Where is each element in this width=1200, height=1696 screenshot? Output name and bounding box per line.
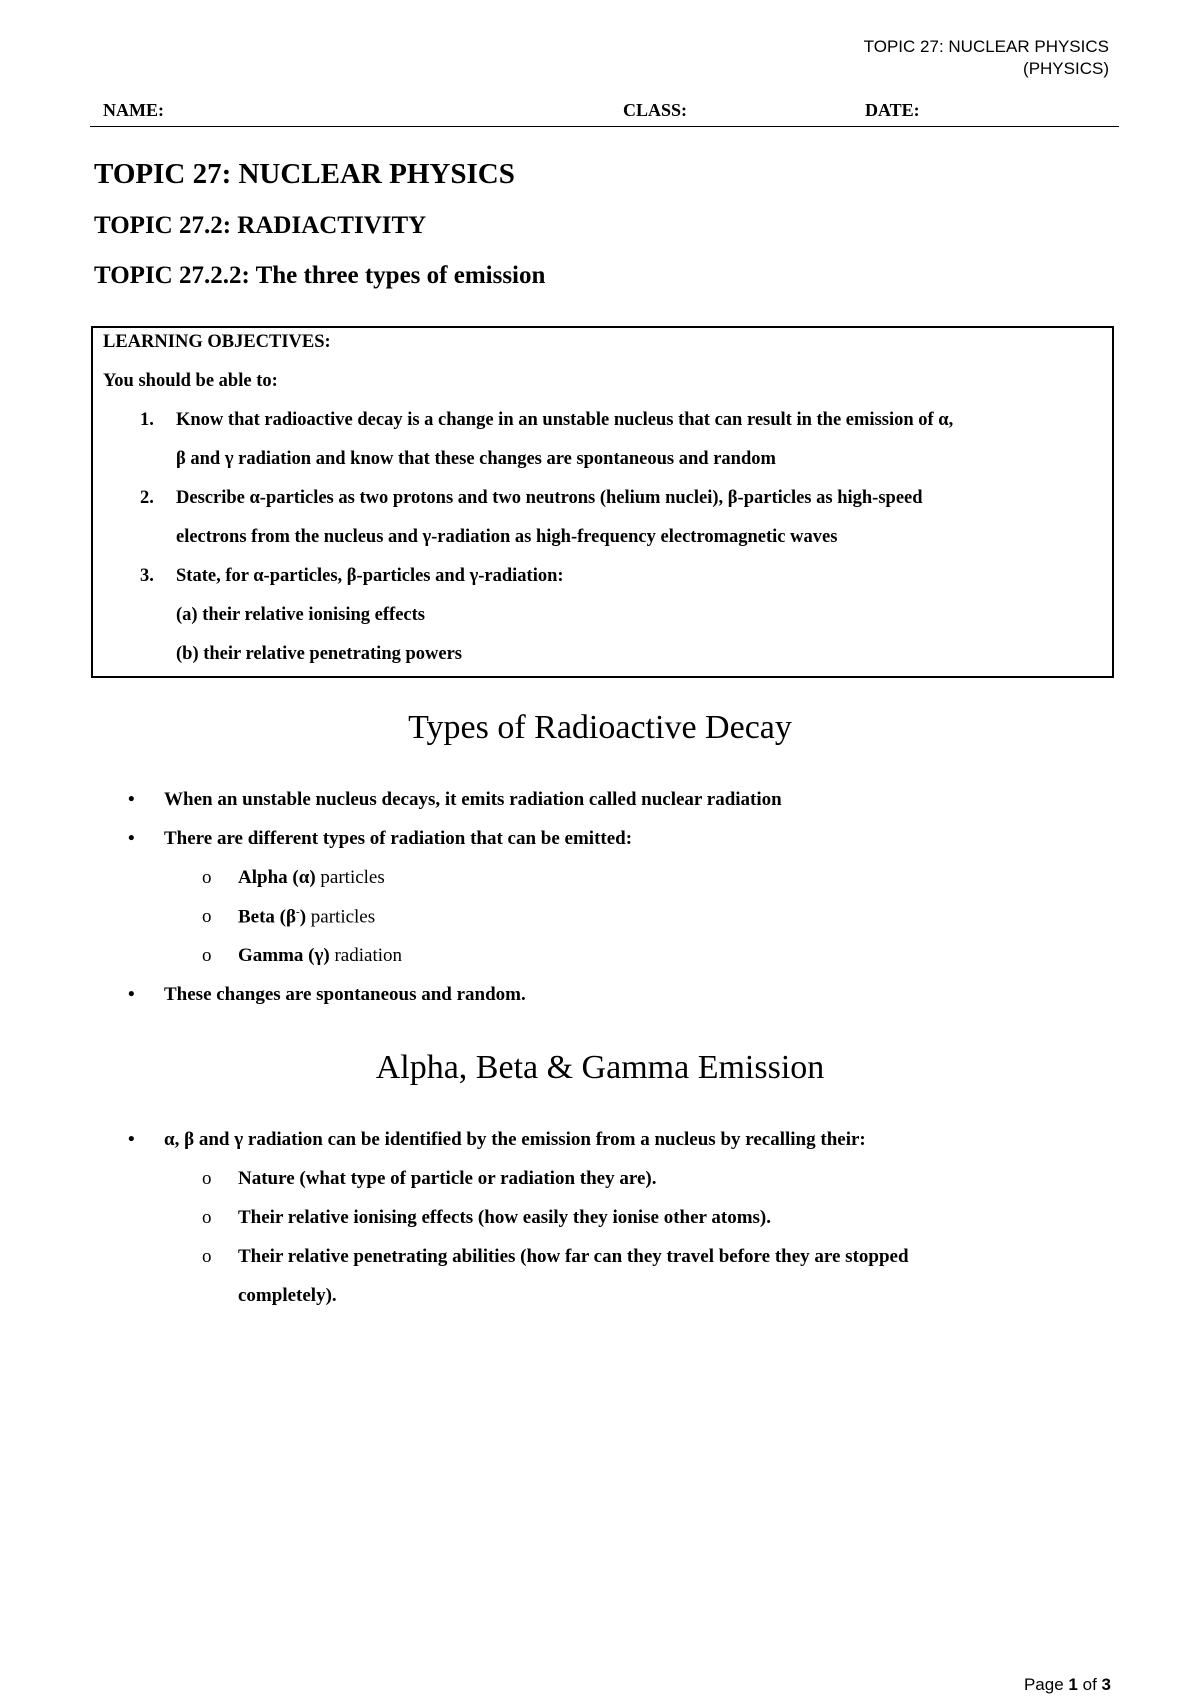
date-label: DATE: [865, 100, 920, 120]
objective-2-line1: Describe α-particles as two protons and two neutrons (helium nuclei), β-particles as high-speed [176, 488, 923, 508]
beta-minus-superscript: - [296, 906, 300, 918]
radiation-name-gamma: Gamma (γ) [238, 945, 330, 966]
objectives-heading: LEARNING OBJECTIVES: [103, 332, 331, 352]
objective-3-line3: (b) their relative penetrating powers [176, 644, 463, 664]
sub-bullet-marker: o [202, 1246, 212, 1267]
page-number: 1 [1068, 1675, 1078, 1694]
sub-list-item-text: completely). [238, 1285, 337, 1306]
running-header [864, 36, 1109, 80]
radiation-name-beta-close: ) [299, 906, 307, 928]
sub-bullet-marker: o [202, 945, 212, 966]
objectives-intro: You should be able to: [103, 371, 278, 391]
page-word: Page [1023, 1675, 1064, 1694]
sub-bullet-marker: o [202, 867, 212, 888]
list-item-text: When an unstable nucleus decays, it emits radiation called nuclear radiation [164, 789, 782, 810]
topic-heading: TOPIC 27: NUCLEAR PHYSICS [94, 158, 515, 190]
radiation-name-alpha: Alpha (α) [238, 867, 316, 888]
sub-list-item-text: Their relative penetrating abilities (how far can they travel before they are stopped [238, 1246, 909, 1267]
bullet-marker: • [128, 828, 135, 849]
page-total: 3 [1101, 1675, 1111, 1694]
sub-list-item-text [238, 867, 385, 889]
objective-1-line2: β and γ radiation and know that these changes are spontaneous and random [176, 449, 776, 469]
objective-3-line2: (a) their relative ionising effects [176, 605, 426, 625]
objective-2-line2: electrons from the nucleus and γ-radiation as high-frequency electromagnetic waves [176, 527, 838, 547]
running-header-line2: (PHYSICS) [1023, 59, 1109, 78]
radiation-name-beta: Beta (β [238, 906, 297, 928]
sub-bullet-marker: o [202, 906, 212, 927]
sub-list-item-text [238, 906, 375, 928]
objective-1-line1: Know that radioactive decay is a change in an unstable nucleus that can result in the emission of α, [176, 410, 954, 430]
running-header-line1: TOPIC 27: NUCLEAR PHYSICS [863, 37, 1109, 56]
list-item-text: These changes are spontaneous and random. [164, 984, 526, 1005]
sub-bullet-marker: o [202, 1168, 212, 1189]
of-word: of [1082, 1675, 1097, 1694]
sub-list-item-text: Nature (what type of particle or radiation they are). [238, 1168, 657, 1189]
objective-1-number: 1. [140, 410, 154, 430]
name-label: NAME: [103, 100, 164, 120]
page-footer [1024, 1675, 1111, 1695]
student-info-row [90, 98, 1119, 127]
subsubtopic-heading: TOPIC 27.2.2: The three types of emission [94, 262, 546, 289]
class-label: CLASS: [623, 100, 688, 120]
sub-bullet-marker: o [202, 1207, 212, 1228]
section-title-emission: Alpha, Beta & Gamma Emission [375, 1049, 825, 1086]
radiation-suffix: particles [306, 906, 376, 928]
radiation-suffix: particles [315, 867, 385, 888]
subtopic-heading: TOPIC 27.2: RADIACTIVITY [94, 212, 427, 239]
objective-3-line1: State, for α-particles, β-particles and γ-radiation: [176, 566, 564, 586]
bullet-marker: • [128, 789, 135, 810]
bullet-marker: • [128, 984, 135, 1005]
sub-list-item-text [238, 945, 402, 967]
radiation-suffix: radiation [329, 945, 403, 966]
sub-list-item-text: Their relative ionising effects (how easily they ionise other atoms). [238, 1207, 771, 1228]
objective-3-number: 3. [140, 566, 154, 586]
bullet-marker: • [128, 1129, 135, 1150]
list-item-text: α, β and γ radiation can be identified by the emission from a nucleus by recalling their: [164, 1129, 866, 1150]
section-title-types-of-decay: Types of Radioactive Decay [408, 709, 792, 746]
objective-2-number: 2. [140, 488, 154, 508]
learning-objectives-box [91, 326, 1114, 678]
list-item-text: There are different types of radiation that can be emitted: [164, 828, 633, 849]
